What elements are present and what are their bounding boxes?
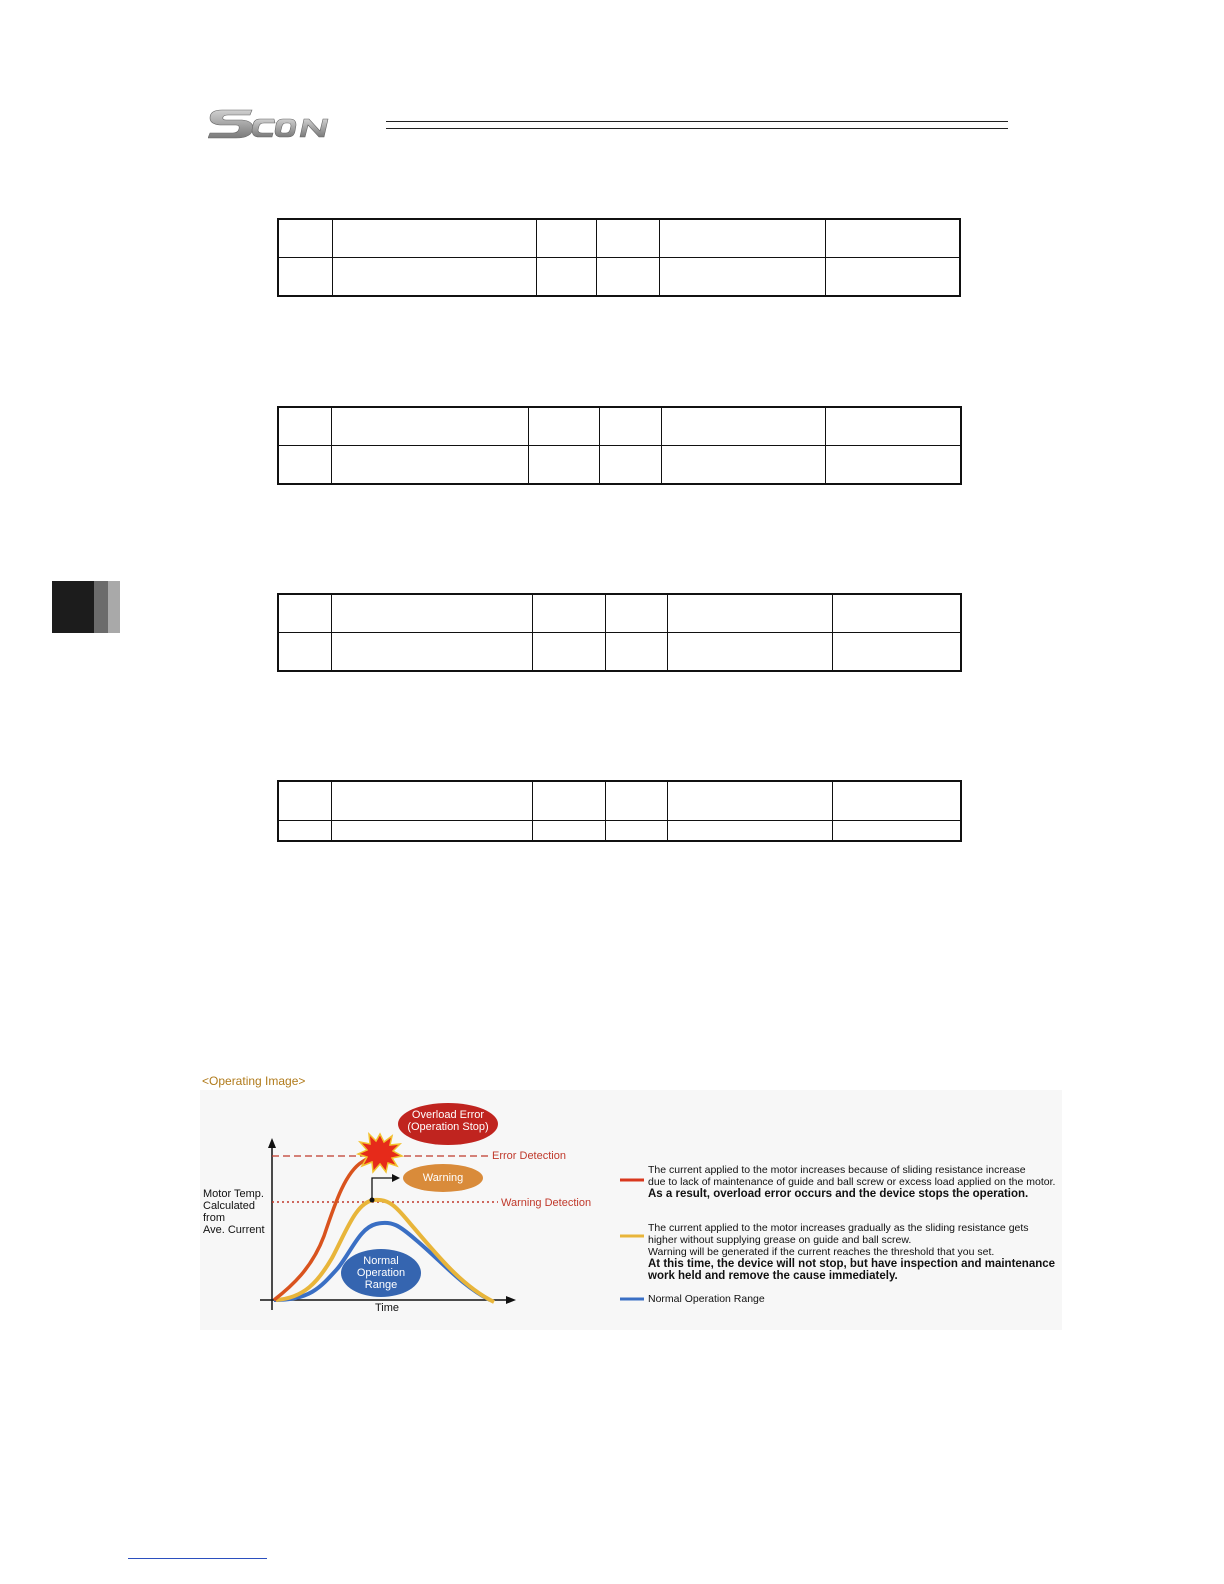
scon-logo (208, 104, 378, 144)
legend-yellow-line-3: Warning will be generated if the current reaches the threshold that you set. (648, 1246, 995, 1258)
overload-line-1: Overload Error (411, 1109, 485, 1121)
logo-text: SCON (208, 104, 211, 105)
warning-bubble-text: Warning (422, 1172, 464, 1184)
parameter-table-2 (278, 407, 961, 484)
normal-bubble-text (341, 1255, 421, 1291)
side-tab-black (52, 581, 94, 633)
legend-yellow-bold-2: work held and remove the cause immediately. (648, 1270, 898, 1282)
table-header-row (279, 220, 960, 258)
header-rule-bottom (386, 128, 1008, 129)
y-axis-label (203, 1188, 265, 1236)
table-header-row (279, 408, 961, 446)
normal-line-3: Range (364, 1279, 398, 1291)
legend-red-line-1: The current applied to the motor increases because of sliding resistance increase (648, 1164, 1026, 1176)
table-row (279, 633, 961, 671)
header-rule-top (386, 121, 1008, 122)
warning-detection-label: Warning Detection (501, 1197, 592, 1209)
operating-image-figure (200, 1072, 1062, 1332)
warning-point-marker (370, 1198, 375, 1203)
table-row (279, 821, 961, 841)
parameter-table-1 (278, 219, 960, 296)
side-tab-light-gray (108, 581, 120, 633)
legend-yellow-line-2: higher without supplying grease on guide and ball screw. (648, 1234, 912, 1246)
legend-yellow-line-1: The current applied to the motor increases gradually as the sliding resistance gets (648, 1222, 1029, 1234)
overload-line-2: (Operation Stop) (407, 1121, 489, 1133)
operating-image-graphic (200, 1072, 1062, 1332)
table-header-row (279, 595, 961, 633)
table-row (279, 258, 960, 296)
legend-red-line-2: due to lack of maintenance of guide and ball screw or excess load applied on the motor. (648, 1176, 1056, 1188)
parameter-table-4 (278, 781, 961, 841)
operating-image-title: <Operating Image> (202, 1074, 306, 1088)
table-header-row (279, 782, 961, 821)
side-tab-dark-gray (94, 581, 108, 633)
error-detection-label: Error Detection (492, 1150, 566, 1162)
y-label-line-4: Ave. Current (203, 1224, 265, 1236)
normal-line-1: Normal (363, 1255, 399, 1267)
legend-yellow-bold-1: At this time, the device will not stop, but have inspection and maintenance (648, 1258, 1056, 1270)
legend-blue-label: Normal Operation Range (648, 1293, 765, 1305)
figure-background (200, 1090, 1062, 1330)
y-label-line-2: Calculated (203, 1200, 255, 1212)
normal-line-2: Operation (356, 1267, 406, 1279)
x-axis-label: Time (375, 1302, 400, 1314)
legend-red-bold: As a result, overload error occurs and the device stops the operation. (648, 1188, 1029, 1200)
y-label-line-1: Motor Temp. (203, 1188, 264, 1200)
footer-link-underline[interactable] (128, 1558, 267, 1559)
parameter-table-3 (278, 594, 961, 671)
chapter-side-tab (52, 581, 120, 633)
overload-bubble-text (398, 1109, 498, 1133)
table-row (279, 446, 961, 484)
y-label-line-3: from (203, 1212, 225, 1224)
